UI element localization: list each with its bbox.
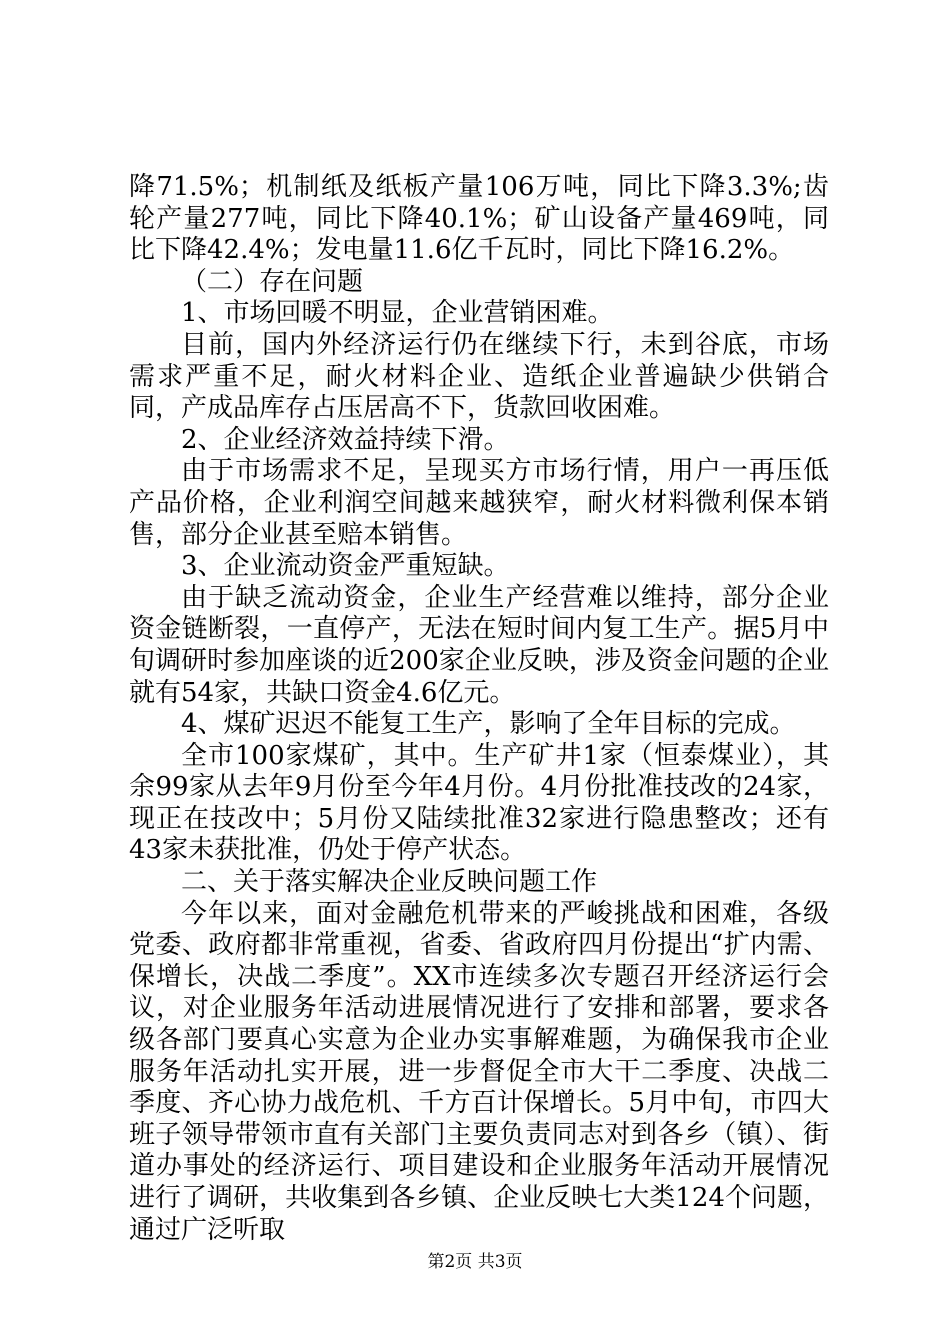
paragraph-item-2: 由于市场需求不足，呈现买方市场行情，用户一再压低产品价格，企业利润空间越来越狭窄，耐火材料微利保本销售，部分企业甚至赔本销售。: [129, 456, 829, 550]
section-heading-two: 二、关于落实解决企业反映问题工作: [181, 867, 598, 898]
item-heading-4: 4、煤矿迟迟不能复工生产，影响了全年目标的完成。: [181, 709, 796, 740]
paragraph-item-3: 由于缺乏流动资金，企业生产经营难以维持，部分企业资金链断裂，一直停产，无法在短时间内复工生产。据5月中旬调研时参加座谈的近200家企业反映，涉及资金问题的企业就有54家，共缺口资金4.6亿元。: [129, 582, 829, 708]
section-heading-problems: （二）存在问题: [181, 266, 364, 297]
paragraph-item-1: 目前，国内外经济运行仍在继续下行，未到谷底，市场需求严重不足，耐火材料企业、造纸企业普遍缺少供销合同，产成品库存占压居高不下，货款回收困难。: [129, 329, 829, 424]
page-number-footer: 第2页 共3页: [427, 1252, 523, 1272]
paragraph-item-4: 全市100家煤矿，其中。生产矿井1家（恒泰煤业），其余99家从去年9月份至今年4月份。4月份批准技改的24家，现正在技改中；5月份又陆续批准32家进行隐患整改；还有43家未获批准，仍处于停产状态。: [129, 740, 829, 866]
item-heading-3: 3、企业流动资金严重短缺。: [181, 551, 510, 582]
document-body: [129, 172, 829, 1246]
item-heading-1: 1、市场回暖不明显，企业营销困难。: [181, 298, 614, 329]
item-heading-2: 2、企业经济效益持续下滑。: [181, 424, 510, 455]
paragraph-section-two: 今年以来，面对金融危机带来的严峻挑战和困难，各级党委、政府都非常重视，省委、省政府四月份提出“扩内需、保增长，决战二季度”。XX市连续多次专题召开经济运行会议，对企业服务年活动进展情况进行了安排和部署，要求各级各部门要真心实意为企业办实事解难题，为确保我市企业服务年活动扎实开展，进一步督促全市大干二季度、决战二季度、齐心协力战危机、千方百计保增长。5月中旬，市四大班子领导带领市直有关部门主要负责同志对到各乡（镇）、街道办事处的经济运行、项目建设和企业服务年活动开展情况进行了调研，共收集到各乡镇、企业反映七大类124个问题，通过广泛听取: [129, 898, 829, 1245]
paragraph-continuation: 降71.5%；机制纸及纸板产量106万吨，同比下降3.3%;齿轮产量277吨，同比下降40.1%；矿山设备产量469吨，同比下降42.4%；发电量11.6亿千瓦时，同比下降16.2%。: [129, 172, 829, 266]
